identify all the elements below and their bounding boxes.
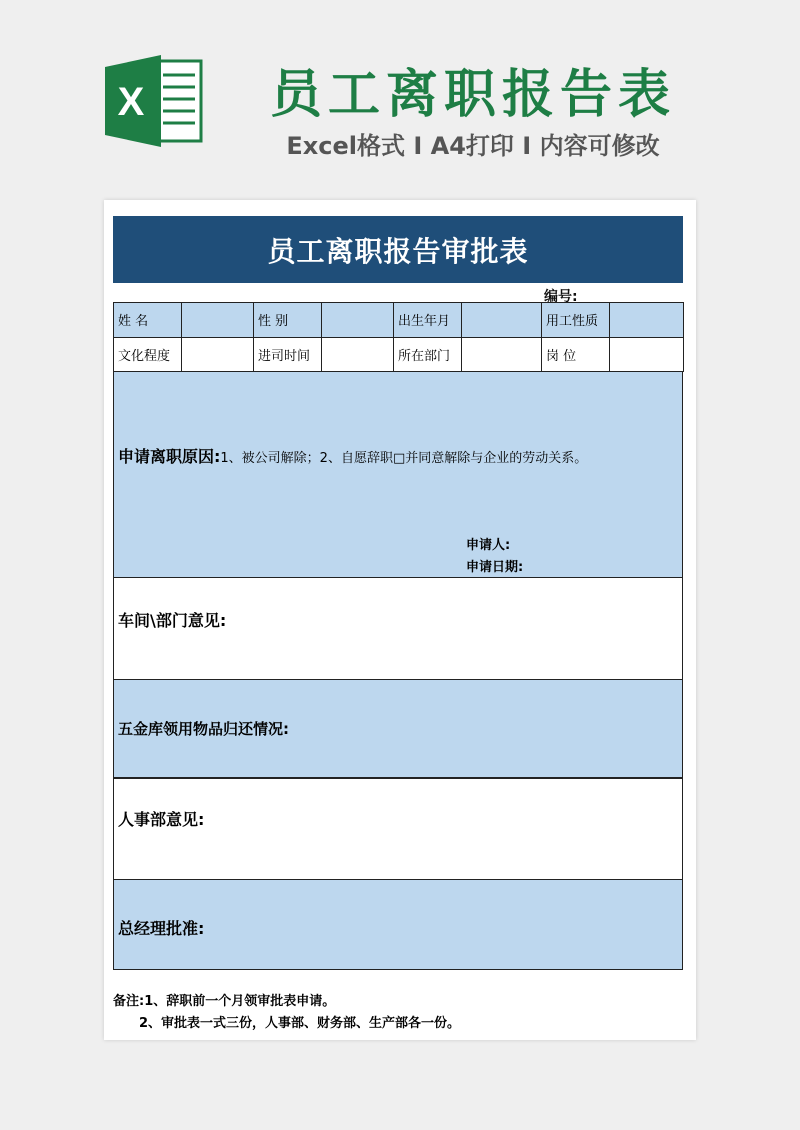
position-label: 岗 位 [542,337,610,372]
reason-line [118,444,587,467]
table-row [114,303,684,338]
employment-type-value-cell[interactable] [610,303,684,338]
birth-label: 出生年月 [394,303,462,338]
workshop-opinion-label: 车间\部门意见: [118,611,227,630]
form-title: 员工离职报告审批表 [113,216,683,283]
birth-value-cell[interactable] [462,303,542,338]
gm-approval-label: 总经理批准: [118,919,205,938]
join-date-label: 进司时间 [254,337,322,372]
table-row [114,337,684,372]
hero-title: 员工离职报告表 [269,65,676,125]
hr-opinion-label: 人事部意见: [118,810,205,829]
reason-label: 申请离职原因: [118,447,221,466]
notes-line-1: 备注:1、辞职前一个月领审批表申请。 [113,994,336,1009]
position-value-cell[interactable] [610,337,684,372]
notes-line-2: 2、审批表一式三份，人事部、财务部、生产部各一份。 [139,1016,461,1031]
gm-approval-section[interactable] [113,880,683,970]
department-label: 所在部门 [394,337,462,372]
form-sheet [104,200,696,1040]
apply-date-label: 申请日期: [466,560,524,575]
employment-type-label: 用工性质 [542,303,610,338]
employee-info-table [113,302,684,372]
hero-subtitle: Excel格式 I A4打印 I 内容可修改 [286,132,660,160]
name-value-cell[interactable] [182,303,254,338]
applicant-label: 申请人: [466,538,511,553]
name-label: 姓 名 [114,303,182,338]
excel-logo-icon [105,55,205,147]
education-value-cell[interactable] [182,337,254,372]
join-date-value-cell[interactable] [322,337,394,372]
education-label: 文化程度 [114,337,182,372]
hr-opinion-section[interactable] [113,778,683,880]
reason-options: 1、被公司解除；2、自愿辞职□并同意解除与企业的劳动关系。 [220,451,588,466]
gender-value-cell[interactable] [322,303,394,338]
warehouse-return-label: 五金库领用物品归还情况: [118,720,289,738]
gender-label: 性 别 [254,303,322,338]
workshop-opinion-section[interactable] [113,578,683,680]
serial-number-label: 编号: [544,289,578,305]
department-value-cell[interactable] [462,337,542,372]
excel-logo-letter: X [117,80,145,124]
resignation-reason-section[interactable] [113,372,683,578]
warehouse-return-section[interactable] [113,680,683,778]
hero-banner [0,0,800,200]
